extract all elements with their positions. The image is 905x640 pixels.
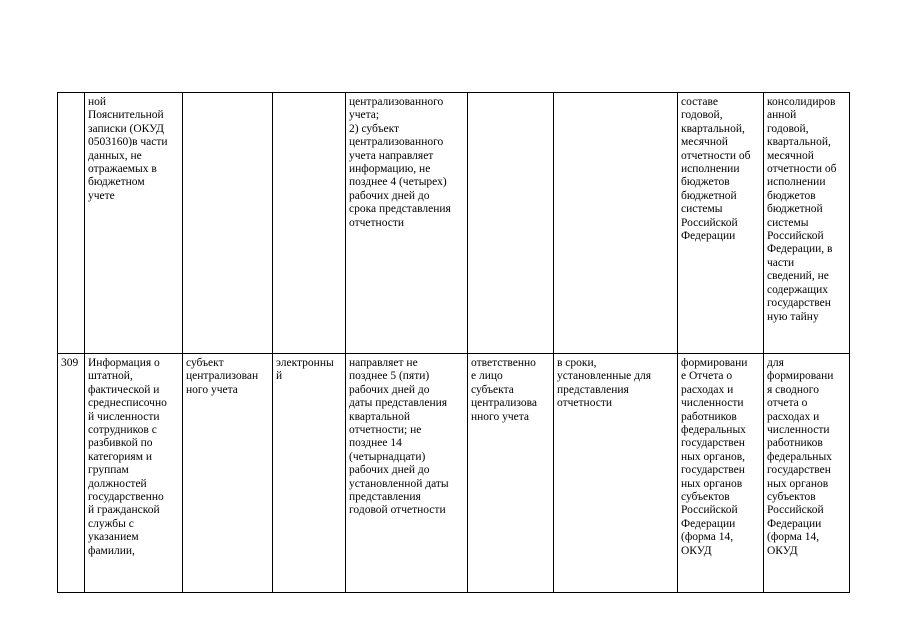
terms-cell: в сроки, установленные для представления отчетности (554, 354, 678, 593)
subject-cell: субъект централизован ного учета (183, 354, 273, 593)
information-name-cell: Информация о штатной, фактической и среднесписочно й численности сотрудников с разбивкой по категориям и группам должностей государственно й гражданской службы с указанием фамилии, (85, 354, 183, 593)
purpose-cell: формировани е Отчета о расходах и численности работников федеральных государствен ных органов, государствен ных органов субъектов Российской Федерации (форма 14, ОКУД (678, 354, 764, 593)
row-number-cell (58, 93, 85, 354)
subject-cell (183, 93, 273, 354)
deadline-cell: направляет не позднее 5 (пяти) рабочих дней до даты представления квартальной отчетности; не позднее 14 (четырнадцати) рабочих дней до установленной даты представления годовой отчетности (346, 354, 468, 593)
responsible-cell (468, 93, 554, 354)
information-name-cell: ной Пояснительной записки (ОКУД 0503160)в части данных, не отражаемых в бюджетном учете (85, 93, 183, 354)
row-number-cell: 309 (58, 354, 85, 593)
table-row (58, 354, 850, 593)
purpose-cell: составе годовой, квартальной, месячной отчетности об исполнении бюджетов бюджетной системы Российской Федерации (678, 93, 764, 354)
purpose-secondary-cell: для формировани я сводного отчета о расходах и численности работников федеральных государствен ных органов субъектов Российской Федерации (форма 14, ОКУД (764, 354, 850, 593)
table-row (58, 93, 850, 354)
document-table (57, 92, 850, 593)
deadline-cell: централизованного учета; 2) субъект централизованного учета направляет информацию, не позднее 4 (четырех) рабочих дней до срока представления отчетности (346, 93, 468, 354)
purpose-secondary-cell: консолидиров анной годовой, квартальной, месячной отчетности об исполнении бюджетов бюджетной системы Российской Федерации, в части сведений, не содержащих государствен ную тайну (764, 93, 850, 354)
terms-cell (554, 93, 678, 354)
form-cell (273, 93, 346, 354)
responsible-cell: ответственно е лицо субъекта централизова нного учета (468, 354, 554, 593)
form-cell: электронны й (273, 354, 346, 593)
